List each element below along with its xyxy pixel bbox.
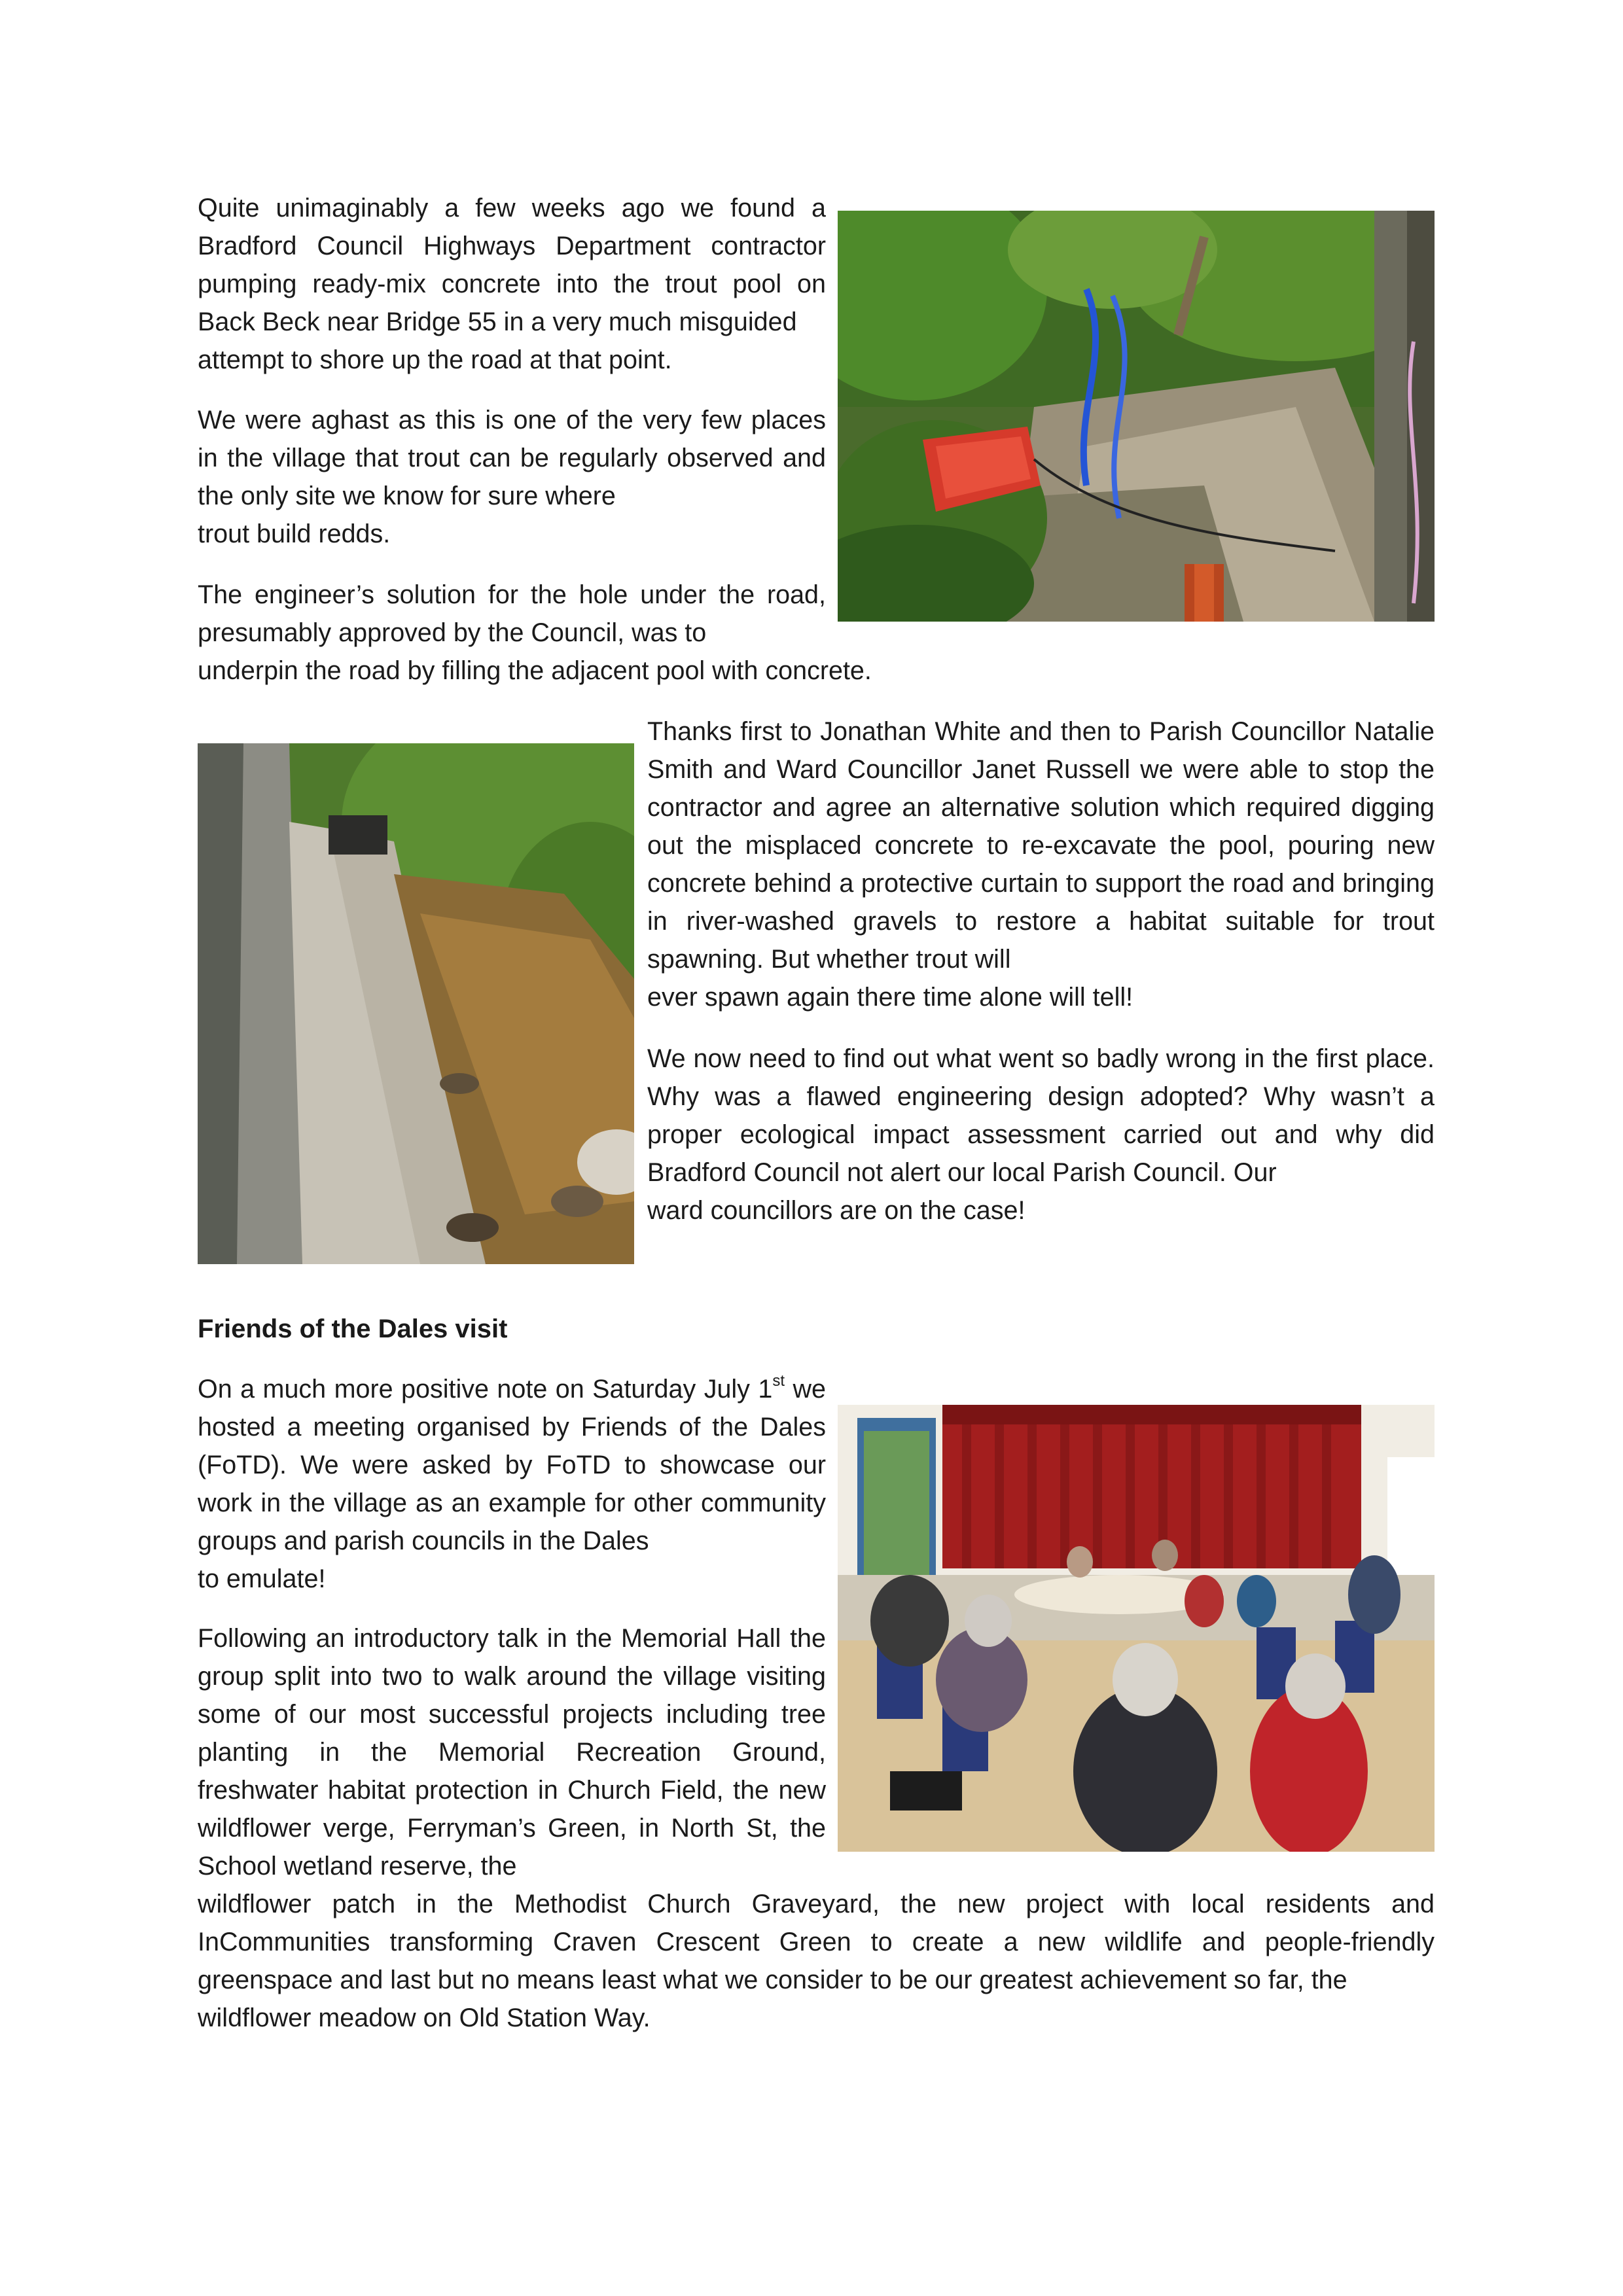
paragraph-2-last-line: trout build redds. [198, 520, 391, 548]
paragraph-5 [647, 1040, 1435, 1229]
paragraph-7-continued [198, 1885, 1435, 2037]
photo-restored-stream-image [198, 743, 634, 1264]
paragraph-7 [198, 1619, 826, 1885]
paragraph-4-last-line: ever spawn again there time alone will tell! [647, 983, 1133, 1012]
paragraph-3-last-line: underpin the road by filling the adjacent pool with concrete. [198, 656, 872, 685]
photo-restored-stream [198, 743, 634, 1264]
ordinal-suffix: st [772, 1371, 785, 1390]
photo-memorial-hall-meeting-image [838, 1405, 1435, 1852]
paragraph-4-text: Thanks first to Jonathan White and then to Parish Councillor Natalie Smith and Ward Councillor Janet Russell we were able to stop the contractor and agree an alternative solution which required digging out the misplaced concrete to re-excavate the pool, pouring new concrete behind a protective curtain to support the road and bringing in river-washed gravels to restore a habitat suitable for trout spawning. But whether trout will [647, 717, 1435, 974]
paragraph-5-last-line: ward councillors are on the case! [647, 1196, 1026, 1225]
paragraph-7-last-line: wildflower meadow on Old Station Way. [198, 2004, 651, 2032]
paragraph-6-first-line: On a much more positive note on Saturday July 1 [198, 1375, 773, 1404]
paragraph-3-last [198, 652, 1310, 690]
paragraph-1 [198, 189, 826, 379]
paragraph-6-last-line: to emulate! [198, 1564, 326, 1593]
paragraph-1-text: Quite unimaginably a few weeks ago we found a Bradford Council Highways Department contractor pumping ready-mix concrete into the trout pool on Back Beck near Bridge 55 in a very much misguided [198, 194, 826, 336]
paragraph-7-text: Following an introductory talk in the Memorial Hall the group split into two to walk around the village visiting some of our most successful projects including tree planting in the Memorial Recreation Ground, freshwater habitat protection in Church Field, the new wildflower verge, Ferryman’s Green, in North St, the School wetland reserve, the [198, 1624, 826, 1881]
paragraph-7-full-width-text: wildflower patch in the Methodist Church Graveyard, the new project with local residents and InCommunities transforming Craven Crescent Green to create a new wildlife and people-friendly greenspace and last but no means least what we consider to be our greatest achievement so far, the [198, 1890, 1435, 1994]
paragraph-6 [198, 1370, 826, 1598]
section-heading: Friends of the Dales visit [198, 1315, 508, 1343]
paragraph-4 [647, 713, 1435, 1016]
paragraph-2-text: We were aghast as this is one of the very few places in the village that trout can be regularly observed and the only site we know for sure where [198, 406, 826, 510]
photo-concrete-in-pool-image [838, 211, 1435, 622]
photo-memorial-hall-meeting [838, 1405, 1435, 1852]
paragraph-2 [198, 401, 826, 553]
paragraph-6-text: we hosted a meeting organised by Friends of the Dales (FoTD). We were asked by FoTD to showcase our work in the village as an example for other community groups and parish councils in the Dales [198, 1375, 826, 1555]
paragraph-3 [198, 576, 826, 652]
paragraph-3-text: The engineer’s solution for the hole under the road, presumably approved by the Council, was to [198, 580, 826, 647]
photo-concrete-in-pool [838, 211, 1435, 622]
paragraph-1-last-line: attempt to shore up the road at that point. [198, 345, 672, 374]
paragraph-5-text: We now need to find out what went so badly wrong in the first place. Why was a flawed engineering design adopted? Why wasn’t a proper ecological impact assessment carried out and why did Bradford Council not alert our local Parish Council. Our [647, 1044, 1435, 1187]
